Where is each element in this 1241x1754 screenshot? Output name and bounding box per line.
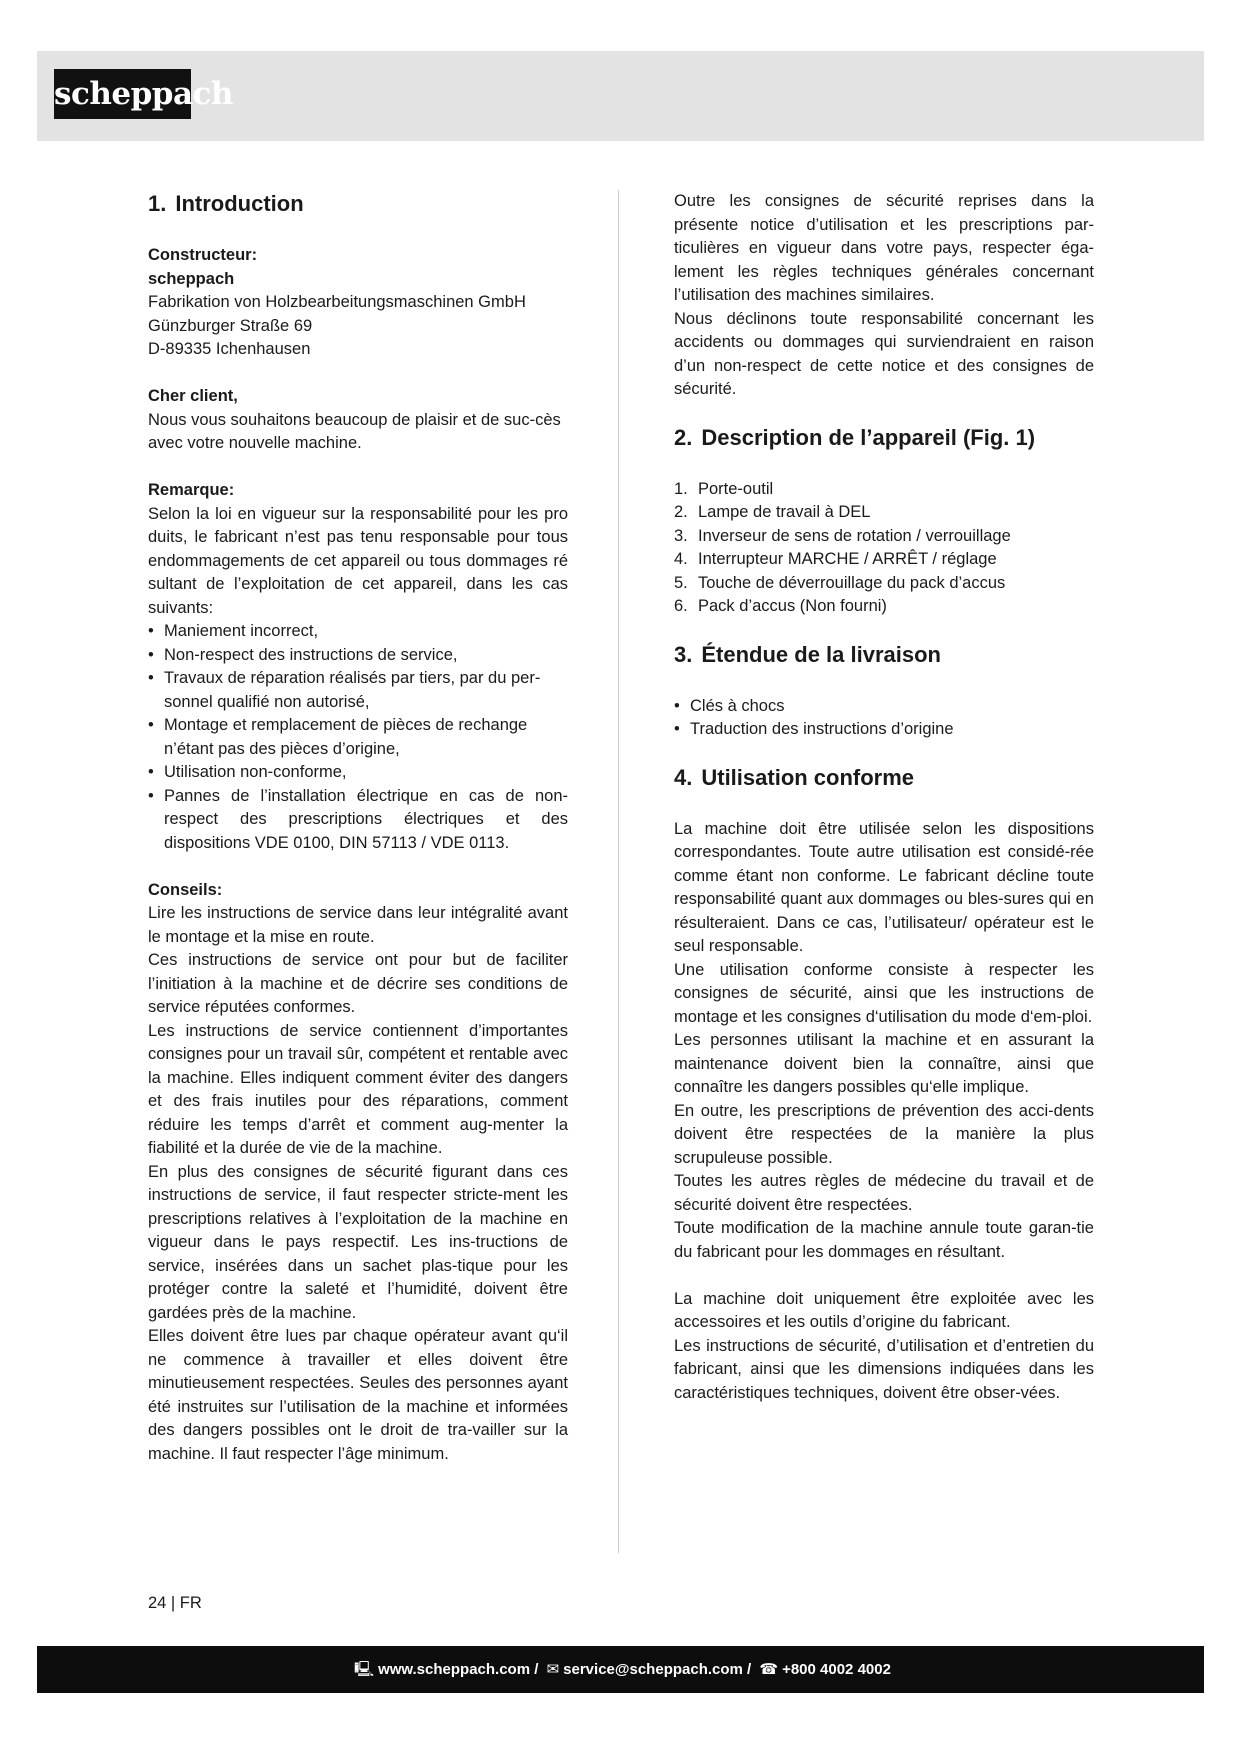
scheppach-logo: scheppach: [54, 69, 191, 119]
usage-paragraph: Les personnes utilisant la machine et en assurant la maintenance doivent bien la connaître, ainsi que connaître les dangers possibles qu‘elle implique.: [674, 1031, 1094, 1096]
right-column: [674, 190, 1094, 1405]
usage-paragraph: Une utilisation conforme consiste à respecter les consignes de sécurité, ainsi que les instructions de montage et les consignes d‘utilisation du mode d‘em-ploi.: [674, 960, 1094, 1026]
address-line: Fabrikation von Holzbearbeitungsmaschinen GmbH: [148, 293, 526, 311]
client-label: Cher client,: [148, 387, 238, 405]
usage-paragraph: En outre, les prescriptions de prévention des acci-dents doivent être respectées de la manière la plus scrupuleuse possible.: [674, 1101, 1094, 1167]
usage-paragraph: Les instructions de sécurité, d’utilisation et d’entretien du fabricant, ainsi que les dimensions indiquées dans les caractéristiques techniques, doivent être obser-vées.: [674, 1336, 1094, 1402]
description-list: [674, 478, 1094, 619]
remarque-text: Selon la loi en vigueur sur la responsabilité pour les pro duits, le fabricant n’est pas tenu responsable pour tous endommagements de cet appareil ou tous dommages ré sultant de l’exploitation de cet appareil, dans les cas suivants:: [148, 504, 568, 617]
delivery-list: [674, 695, 1094, 742]
usage-paragraph: Toutes les autres règles de médecine du travail et de sécurité doivent être respectées.: [674, 1172, 1094, 1214]
usage-paragraph: Toute modification de la machine annule toute garan-tie du fabricant pour les dommages en résultant.: [674, 1219, 1094, 1261]
section-heading-introduction: 1. Introduction: [148, 191, 304, 216]
company-name: scheppach: [148, 269, 235, 288]
conseils-paragraph: Elles doivent être lues par chaque opérateur avant qu‘il ne commence à travailler et elles doivent être minutieusement respectées. Seules des personnes ayant été instruites sur l’utilisation de la machine et informées des dangers possibles ont le droit de tra-vailler sur la machine. Il faut respecter l’âge minimum.: [148, 1327, 568, 1463]
constructeur-label: Constructeur:: [148, 246, 258, 264]
list-item: • Traduction des instructions d’origine: [674, 718, 1094, 742]
list-item: 2. Lampe de travail à DEL: [674, 503, 871, 521]
conseils-paragraph: Les instructions de service contiennent d’importantes consignes pour un travail sûr, compétent et rentable avec la machine. Elles indiquent comment éviter des dangers et des frais inutiles pour des réparations, comment réduire les temps d’arrêt et comment aug-menter la fiabilité et la durée de vie de la machine.: [148, 1021, 568, 1157]
page-header: [37, 51, 1204, 141]
usage-paragraph: La machine doit être utilisée selon les dispositions correspondantes. Toute autre utilisation est considé-rée comme étant non conforme. Le fabricant décline toute responsabilité quant aux dommages ou bles-sures qui en résulteraient. Dans ce cas, l’utilisateur/ opérateur est le seul responsable.: [674, 819, 1094, 955]
list-item: • Montage et remplacement de pièces de rechange n’étant pas des pièces d’origine,: [148, 714, 568, 761]
address-line: Günzburger Straße 69: [148, 316, 313, 335]
section-heading-delivery: 3. Étendue de la livraison: [674, 641, 941, 667]
safety-paragraph: Nous déclinons toute responsabilité concernant les accidents ou dommages qui surviendraient en raison d’un non-respect de cette notice et des consignes de sécurité.: [674, 309, 1094, 398]
conseils-label: Conseils:: [148, 880, 223, 899]
remarque-label: Remarque:: [148, 481, 235, 499]
page-number: 24 | FR: [148, 1594, 202, 1612]
list-item: • Travaux de réparation réalisés par tiers, par du per-sonnel qualifié non autorisé,: [148, 667, 568, 714]
list-item: • Utilisation non-conforme,: [148, 761, 568, 785]
footer-website[interactable]: www.scheppach.com: [378, 1661, 531, 1678]
footer-email[interactable]: service@scheppach.com: [563, 1661, 743, 1678]
section-heading-description: 2. Description de l’appareil (Fig. 1): [674, 424, 1036, 450]
list-item: 4. Interrupteur MARCHE / ARRÊT / réglage: [674, 550, 997, 568]
conseils-paragraph: Ces instructions de service ont pour but de faciliter l’initiation à la machine et de décrire ses conditions de service réputées conformes.: [148, 951, 568, 1016]
conseils-paragraph: Lire les instructions de service dans leur intégralité avant le montage et la mise en route.: [148, 904, 568, 946]
list-item: • Clés à chocs: [674, 695, 1094, 719]
list-item: • Maniement incorrect,: [148, 620, 568, 644]
left-column: [148, 190, 568, 1466]
list-item: 1. Porte-outil: [674, 479, 774, 498]
phone-icon: ☎: [759, 1661, 779, 1678]
footer-phone[interactable]: +800 4002 4002: [782, 1661, 891, 1678]
column-divider: [618, 190, 619, 1553]
email-icon: ✉: [546, 1661, 560, 1678]
section-heading-usage: 4. Utilisation conforme: [674, 764, 915, 790]
list-item: 3. Inverseur de sens de rotation / verrouillage: [674, 526, 1011, 545]
list-item: • Pannes de l’installation électrique en cas de non-respect des prescriptions électriques et des dispositions VDE 0100, DIN 57113 / VDE 0113.: [148, 785, 568, 856]
client-text: Nous vous souhaitons beaucoup de plaisir et de suc-cès avec votre nouvelle machine.: [148, 410, 561, 452]
computer-icon: 🖳: [354, 1661, 375, 1678]
safety-paragraph: Outre les consignes de sécurité reprises dans la présente notice d’utilisation et les prescriptions par-ticulières en vigueur dans votre pays, respecter éga-lement les règles techniques générales concernant l’utilisation des machines similaires.: [674, 192, 1094, 304]
list-item: • Non-respect des instructions de service,: [148, 644, 568, 668]
conseils-paragraph: En plus des consignes de sécurité figurant dans ces instructions de service, il faut respecter stricte-ment les prescriptions relatives à l’exploitation de la machine en vigueur dans le pays respectif. Les ins-tructions de service, insérées dans un sachet plas-tique pour les protéger contre la saleté et l’humidité, doivent être gardées près de la machine.: [148, 1162, 568, 1322]
list-item: 5. Touche de déverrouillage du pack d’accus: [674, 573, 1006, 592]
page-footer: 🖳 www.scheppach.com / ✉ service@scheppach.com / ☎ +800 4002 4002: [37, 1646, 1204, 1693]
usage-paragraph: La machine doit uniquement être exploitée avec les accessoires et les outils d’origine du fabricant.: [674, 1289, 1094, 1331]
remarque-list: [148, 620, 568, 855]
address-line: D-89335 Ichenhausen: [148, 340, 311, 358]
list-item: 6. Pack d’accus (Non fourni): [674, 597, 887, 615]
